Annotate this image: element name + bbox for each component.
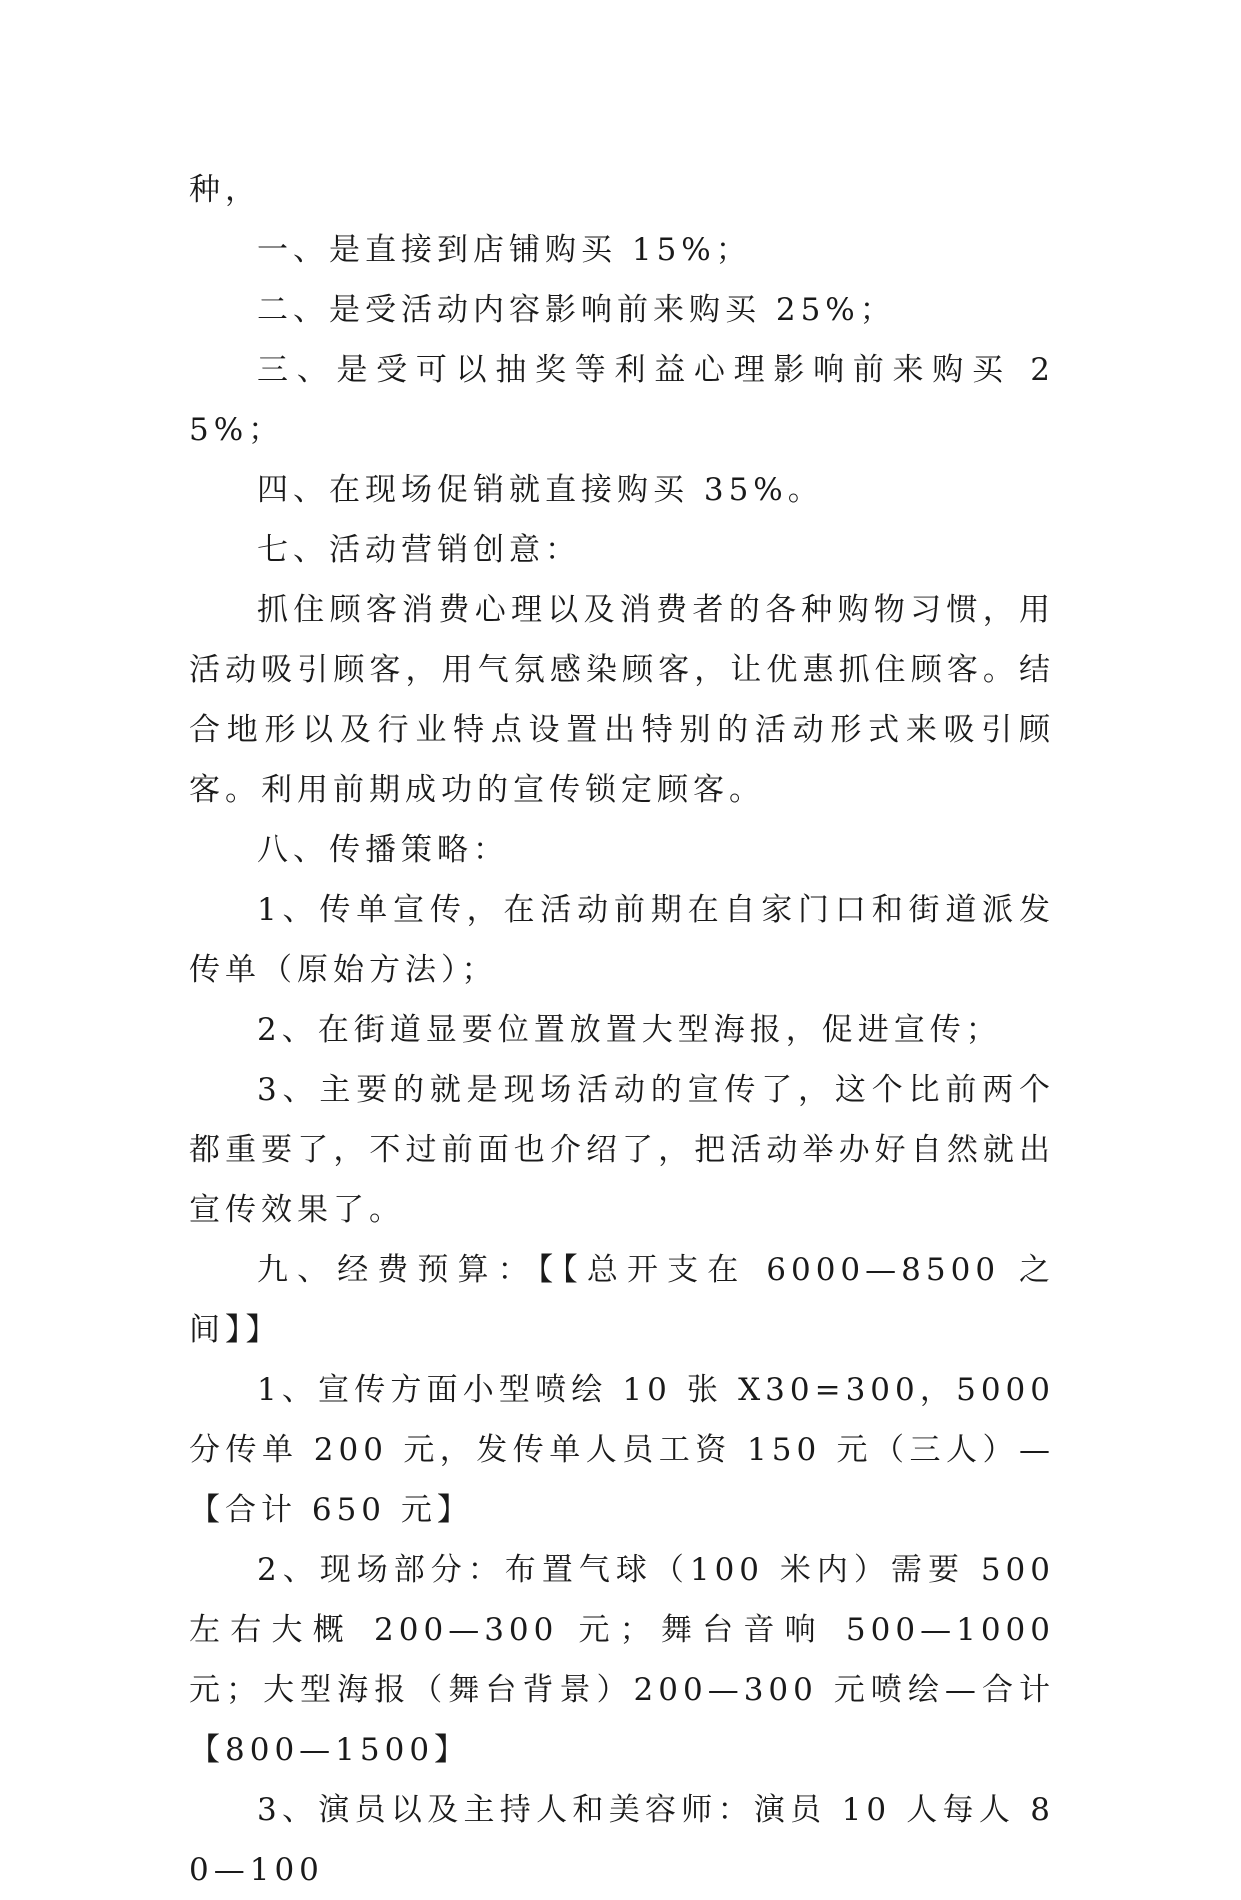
paragraph: 1、宣传方面小型喷绘 10 张 X30=300，5000 分传单 200 元，发传单人员工资 150 元（三人）—【合计 650 元】 (189, 1372, 1055, 1528)
paragraph: 一、是直接到店铺购买 15%； (257, 232, 752, 268)
paragraph: 3、演员以及主持人和美容师：演员 10 人每人 80—100 (189, 1792, 1055, 1888)
paragraph: 抓住顾客消费心理以及消费者的各种购物习惯，用活动吸引顾客，用气氛感染顾客，让优惠抓住顾客。结合地形以及行业特点设置出特别的活动形式来吸引顾客。利用前期成功的宣传锁定顾客。 (189, 592, 1055, 808)
paragraph: 2、现场部分：布置气球（100 米内）需要 500 左右大概 200—300 元；舞台音响 500—1000 元；大型海报（舞台背景）200—300 元喷绘—合计【800—1500】 (189, 1552, 1055, 1768)
paragraph: 四、在现场促销就直接购买 35%。 (257, 472, 824, 508)
document-body (189, 160, 1055, 1900)
section-heading: 九、经费预算：【【总开支在 6000—8500 之间】】 (189, 1252, 1055, 1348)
paragraph: 2、在街道显要位置放置大型海报，促进宣传； (257, 1012, 1002, 1048)
paragraph: 1、传单宣传，在活动前期在自家门口和街道派发传单（原始方法）； (189, 892, 1055, 988)
paragraph: 种， (189, 172, 261, 208)
paragraph: 三、是受可以抽奖等利益心理影响前来购买 25%； (189, 352, 1055, 448)
section-heading: 八、传播策略： (257, 832, 509, 868)
paragraph: 3、主要的就是现场活动的宣传了，这个比前两个都重要了，不过前面也介绍了，把活动举办好自然就出宣传效果了。 (189, 1072, 1055, 1228)
paragraph: 二、是受活动内容影响前来购买 25%； (257, 292, 896, 328)
section-heading: 七、活动营销创意： (257, 532, 581, 568)
